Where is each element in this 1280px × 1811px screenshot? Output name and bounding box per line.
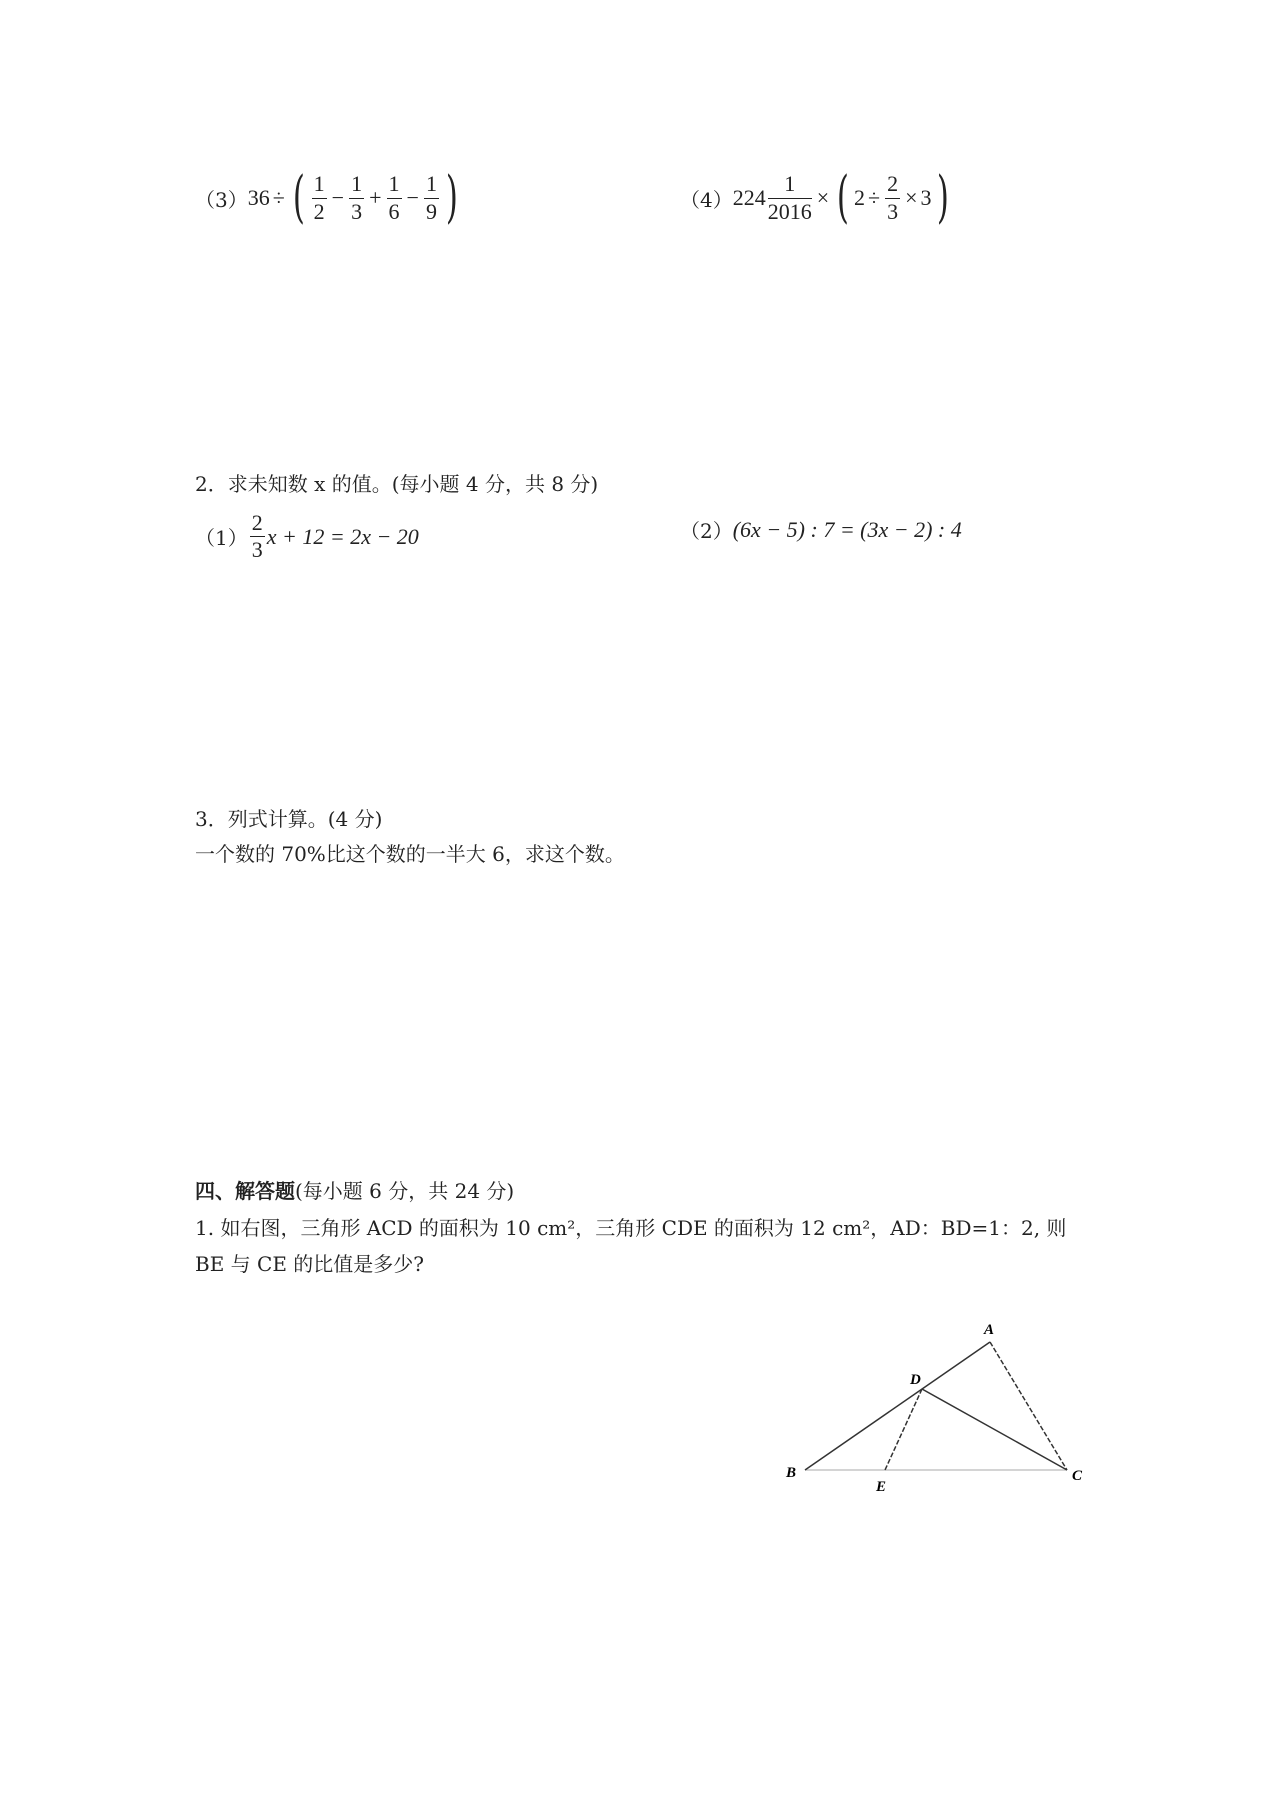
operator: − xyxy=(406,185,419,210)
divide-sign: ÷ xyxy=(272,185,285,210)
times-sign: × xyxy=(905,185,918,210)
section-4-note: (每小题 6 分，共 24 分) xyxy=(295,1179,515,1203)
fraction: $\frac{1}{3}$ xyxy=(351,171,363,224)
left-paren: ( xyxy=(837,165,850,230)
problem-4 xyxy=(680,165,953,230)
operator: − xyxy=(331,185,345,210)
section-4-q1-line2: BE 与 CE 的比值是多少? xyxy=(195,1252,424,1276)
problem-3 xyxy=(195,165,463,230)
fraction: $\frac{1}{2}$ xyxy=(313,171,325,224)
triangle-figure xyxy=(760,1310,1100,1530)
problem-4-label: （4） xyxy=(680,187,733,212)
problem-3-label: （3） xyxy=(195,187,248,212)
problem-4-whole: 224 xyxy=(732,185,766,210)
label-b: B xyxy=(786,1465,797,1481)
equation-2-label: （2） xyxy=(680,519,733,543)
number: 2 xyxy=(854,185,866,210)
fraction: $\frac{2}{3}$ xyxy=(887,171,899,224)
problem-3-lead: 36 xyxy=(247,185,270,210)
number: 3 xyxy=(920,185,932,210)
equation-2-expr: (6x − 5) : 7 = (3x − 2) : 4 xyxy=(732,516,962,542)
right-paren: ) xyxy=(936,165,949,230)
fraction: $\frac{1}{6}$ xyxy=(388,171,400,224)
operator: + xyxy=(369,185,382,210)
segment-ba xyxy=(805,1342,990,1470)
fraction: $\frac{1}{9}$ xyxy=(425,171,437,224)
equation-1-rest: x + 12 = 2x − 20 xyxy=(266,523,419,549)
label-e: E xyxy=(876,1479,887,1495)
fraction: $\frac{2}{3}$ xyxy=(251,510,263,563)
equation-2 xyxy=(680,515,962,544)
label-a: A xyxy=(984,1322,995,1338)
section-4-title: 四、解答题 xyxy=(195,1179,295,1203)
times-sign: × xyxy=(816,185,830,210)
equation-1-label: （1） xyxy=(195,526,248,551)
fraction: $\frac{1}{2016}$ xyxy=(767,171,812,224)
segment-dc xyxy=(922,1389,1067,1470)
left-paren: ( xyxy=(292,165,305,230)
right-paren: ) xyxy=(445,165,458,230)
label-d: D xyxy=(910,1372,921,1388)
equation-1 xyxy=(195,510,419,564)
segment-ac xyxy=(990,1342,1067,1470)
question-3-heading: 3．列式计算。(4 分) xyxy=(195,807,383,831)
section-4-heading xyxy=(195,1175,514,1204)
question-3-text: 一个数的 70%比这个数的一半大 6，求这个数。 xyxy=(195,842,625,866)
label-c: C xyxy=(1072,1468,1083,1484)
section-4-q1-line1: 1. 如右图，三角形 ACD 的面积为 10 cm²，三角形 CDE 的面积为 12 cm²，AD：BD=1：2, 则 xyxy=(195,1216,1067,1240)
divide-sign: ÷ xyxy=(868,185,881,210)
question-2-heading: 2．求未知数 x 的值。(每小题 4 分，共 8 分) xyxy=(195,472,599,496)
